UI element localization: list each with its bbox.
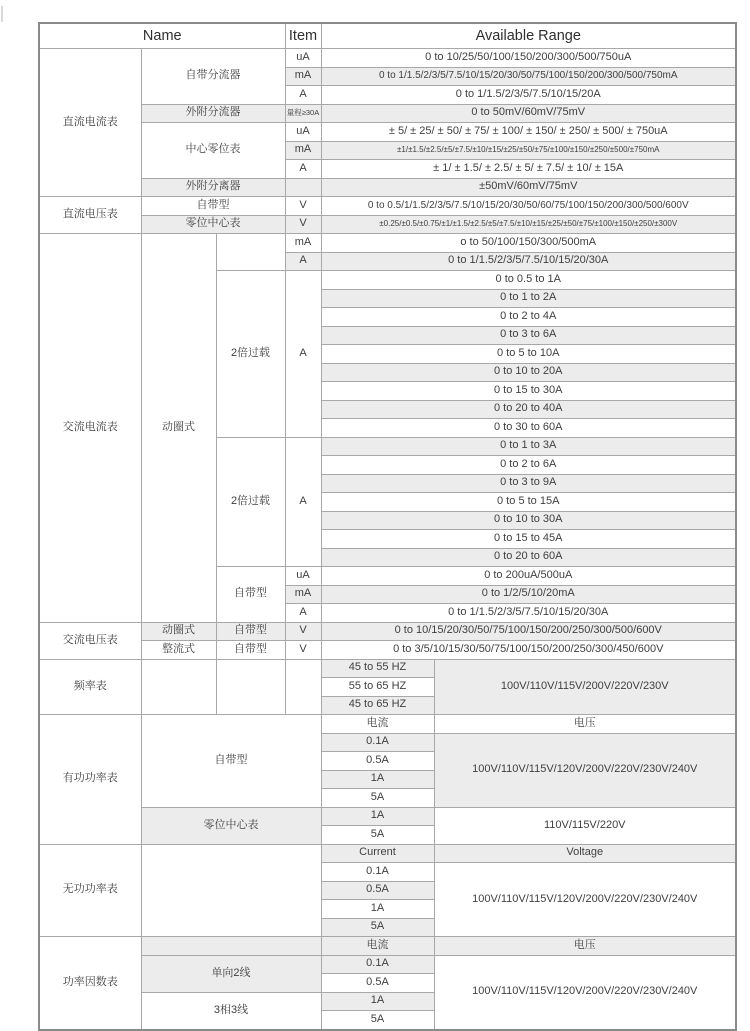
table-cell: 单向2线 (141, 955, 321, 992)
table-cell: 0 to 1/1.5/2/3/5/7.5/10/15/20A (321, 86, 736, 105)
table-cell: 5A (321, 918, 434, 937)
table-row (39, 49, 736, 68)
table-cell: A (285, 252, 321, 271)
table-cell: A (285, 437, 321, 567)
table-cell: 0 to 5 to 15A (321, 493, 736, 512)
table-row (39, 123, 736, 142)
table-cell: 0 to 1 to 3A (321, 437, 736, 456)
table-cell: 无功功率表 (39, 844, 141, 937)
table-cell: 2倍过载 (216, 271, 285, 438)
table-cell: A (285, 86, 321, 105)
table-cell: 0 to 1/1.5/2/3/5/7.5/10/15/20/30A (321, 604, 736, 623)
table-row (39, 715, 736, 734)
table-cell: 0 to 15 to 45A (321, 530, 736, 549)
table-cell: 0 to 10 to 20A (321, 363, 736, 382)
table-cell: 5A (321, 789, 434, 808)
header-row (39, 23, 736, 49)
table-cell: 100V/110V/115V/120V/200V/220V/230V/240V (434, 863, 736, 937)
table-cell: 0 to 1 to 2A (321, 289, 736, 308)
table-row (39, 641, 736, 660)
table-row (39, 178, 736, 197)
table-cell: 1A (321, 807, 434, 826)
table-cell: ±50mV/60mV/75mV (321, 178, 736, 197)
table-cell: 直流电流表 (39, 49, 141, 197)
table-cell: 交流电流表 (39, 234, 141, 623)
table-cell: mA (285, 67, 321, 86)
table-cell: 0 to 3 to 9A (321, 474, 736, 493)
table-cell: 电流 (321, 937, 434, 956)
table-cell: A (285, 271, 321, 438)
table-cell: o to 50/100/150/300/500mA (321, 234, 736, 253)
table-cell: 0 to 15 to 30A (321, 382, 736, 401)
table-body (39, 49, 736, 1030)
spec-table (38, 22, 737, 1031)
table-cell: V (285, 641, 321, 660)
table-cell: 55 to 65 HZ (321, 678, 434, 697)
table-cell: ± 1/ ± 1.5/ ± 2.5/ ± 5/ ± 7.5/ ± 10/ ± 15A (321, 160, 736, 179)
table-cell: 45 to 65 HZ (321, 696, 434, 715)
table-cell (141, 937, 321, 956)
table-cell: 0.5A (321, 974, 434, 993)
table-cell: 0 to 50mV/60mV/75mV (321, 104, 736, 123)
table-cell: 0.5A (321, 752, 434, 771)
table-cell: 零位中心表 (141, 215, 285, 234)
table-cell (141, 844, 321, 937)
table-row (39, 215, 736, 234)
table-cell: 0 to 200uA/500uA (321, 567, 736, 586)
table-cell (141, 659, 216, 715)
table-cell: 3相3线 (141, 992, 321, 1030)
table-cell: ± 5/ ± 25/ ± 50/ ± 75/ ± 100/ ± 150/ ± 250/ ± 500/ ± 750uA (321, 123, 736, 142)
table-cell: V (285, 197, 321, 216)
table-cell: 自带型 (141, 197, 285, 216)
table-cell: A (285, 604, 321, 623)
table-cell: uA (285, 49, 321, 68)
table-cell: mA (285, 585, 321, 604)
table-cell: 45 to 55 HZ (321, 659, 434, 678)
table-row (39, 197, 736, 216)
table-cell: 0 to 1/1.5/2/3/5/7.5/10/15/20/30/50/75/100/150/200/300/500/750mA (321, 67, 736, 86)
table-cell: 有功功率表 (39, 715, 141, 845)
table-cell: ±0.25/±0.5/±0.75/±1/±1.5/±2.5/±5/±7.5/±10/±15/±25/±50/±75/±100/±150/±250/±300V (321, 215, 736, 234)
table-cell: 电压 (434, 715, 736, 734)
table-cell: 自带型 (216, 567, 285, 623)
table-cell: 0 to 0.5/1/1.5/2/3/5/7.5/10/15/20/30/50/60/75/100/150/200/300/500/600V (321, 197, 736, 216)
table-cell: 0.1A (321, 733, 434, 752)
table-cell: 100V/110V/115V/120V/200V/220V/230V/240V (434, 733, 736, 807)
table-cell: 0 to 1/2/5/10/20mA (321, 585, 736, 604)
table-cell: ±1/±1.5/±2.5/±5/±7.5/±10/±15/±25/±50/±75/±100/±150/±250/±500/±750mA (321, 141, 736, 160)
table-cell: 0 to 30 to 60A (321, 419, 736, 438)
table-cell: 100V/110V/115V/200V/220V/230V (434, 659, 736, 715)
table-cell: 交流电压表 (39, 622, 141, 659)
edge-artifact (1, 6, 3, 22)
table-cell: uA (285, 567, 321, 586)
table-cell (285, 659, 321, 715)
table-row (39, 234, 736, 253)
table-cell: 中心零位表 (141, 123, 285, 179)
table-cell: Current (321, 844, 434, 863)
table-cell: 5A (321, 1011, 434, 1030)
table-cell: 量程≥30A (285, 104, 321, 123)
table-cell: 5A (321, 826, 434, 845)
table-cell: V (285, 622, 321, 641)
table-cell: V (285, 215, 321, 234)
column-header: Available Range (321, 23, 736, 49)
table-cell: 0 to 5 to 10A (321, 345, 736, 364)
table-cell (216, 659, 285, 715)
column-header: Name (39, 23, 285, 49)
table-cell: uA (285, 123, 321, 142)
table-cell: 0.5A (321, 881, 434, 900)
table-cell: 0 to 0.5 to 1A (321, 271, 736, 290)
table-row (39, 659, 736, 678)
table-header (39, 23, 736, 49)
table-cell: 零位中心表 (141, 807, 321, 844)
table-cell: 110V/115V/220V (434, 807, 736, 844)
table-cell (285, 178, 321, 197)
table-cell: A (285, 160, 321, 179)
table-cell: 100V/110V/115V/120V/200V/220V/230V/240V (434, 955, 736, 1030)
table-cell: Voltage (434, 844, 736, 863)
table-cell: 1A (321, 900, 434, 919)
table-cell: 外附分流器 (141, 104, 285, 123)
table-cell: 自带分流器 (141, 49, 285, 105)
table-cell: 0 to 3/5/10/15/30/50/75/100/150/200/250/300/450/600V (321, 641, 736, 660)
table-cell: 直流电压表 (39, 197, 141, 234)
table-cell: 功率因数表 (39, 937, 141, 1030)
table-cell: 0 to 20 to 60A (321, 548, 736, 567)
table-cell: 0 to 20 to 40A (321, 400, 736, 419)
table-cell: 1A (321, 770, 434, 789)
table-cell: 动圈式 (141, 622, 216, 641)
column-header: Item (285, 23, 321, 49)
table-cell: 自带型 (216, 622, 285, 641)
table-cell: 电流 (321, 715, 434, 734)
table-cell: 0 to 10 to 30A (321, 511, 736, 530)
table-cell: 0 to 1/1.5/2/3/5/7.5/10/15/20/30A (321, 252, 736, 271)
table-cell: 自带型 (216, 641, 285, 660)
table-row (39, 937, 736, 956)
table-cell: 0.1A (321, 863, 434, 882)
table-cell: 动圈式 (141, 234, 216, 623)
table-cell: mA (285, 141, 321, 160)
table-cell: 0 to 2 to 6A (321, 456, 736, 475)
table-cell: 0 to 10/25/50/100/150/200/300/500/750uA (321, 49, 736, 68)
table-cell: 0 to 3 to 6A (321, 326, 736, 345)
table-cell (216, 234, 285, 271)
table-row (39, 807, 736, 826)
table-cell: 0.1A (321, 955, 434, 974)
table-cell: 频率表 (39, 659, 141, 715)
table-cell: 整流式 (141, 641, 216, 660)
table-row (39, 844, 736, 863)
table-cell: mA (285, 234, 321, 253)
table-row (39, 104, 736, 123)
table-row (39, 622, 736, 641)
table-cell: 2倍过载 (216, 437, 285, 567)
table-row (39, 955, 736, 974)
table-cell: 电压 (434, 937, 736, 956)
table-cell: 外附分离器 (141, 178, 285, 197)
table-cell: 自带型 (141, 715, 321, 808)
table-cell: 1A (321, 992, 434, 1011)
table-cell: 0 to 2 to 4A (321, 308, 736, 327)
table-cell: 0 to 10/15/20/30/50/75/100/150/200/250/300/500/600V (321, 622, 736, 641)
